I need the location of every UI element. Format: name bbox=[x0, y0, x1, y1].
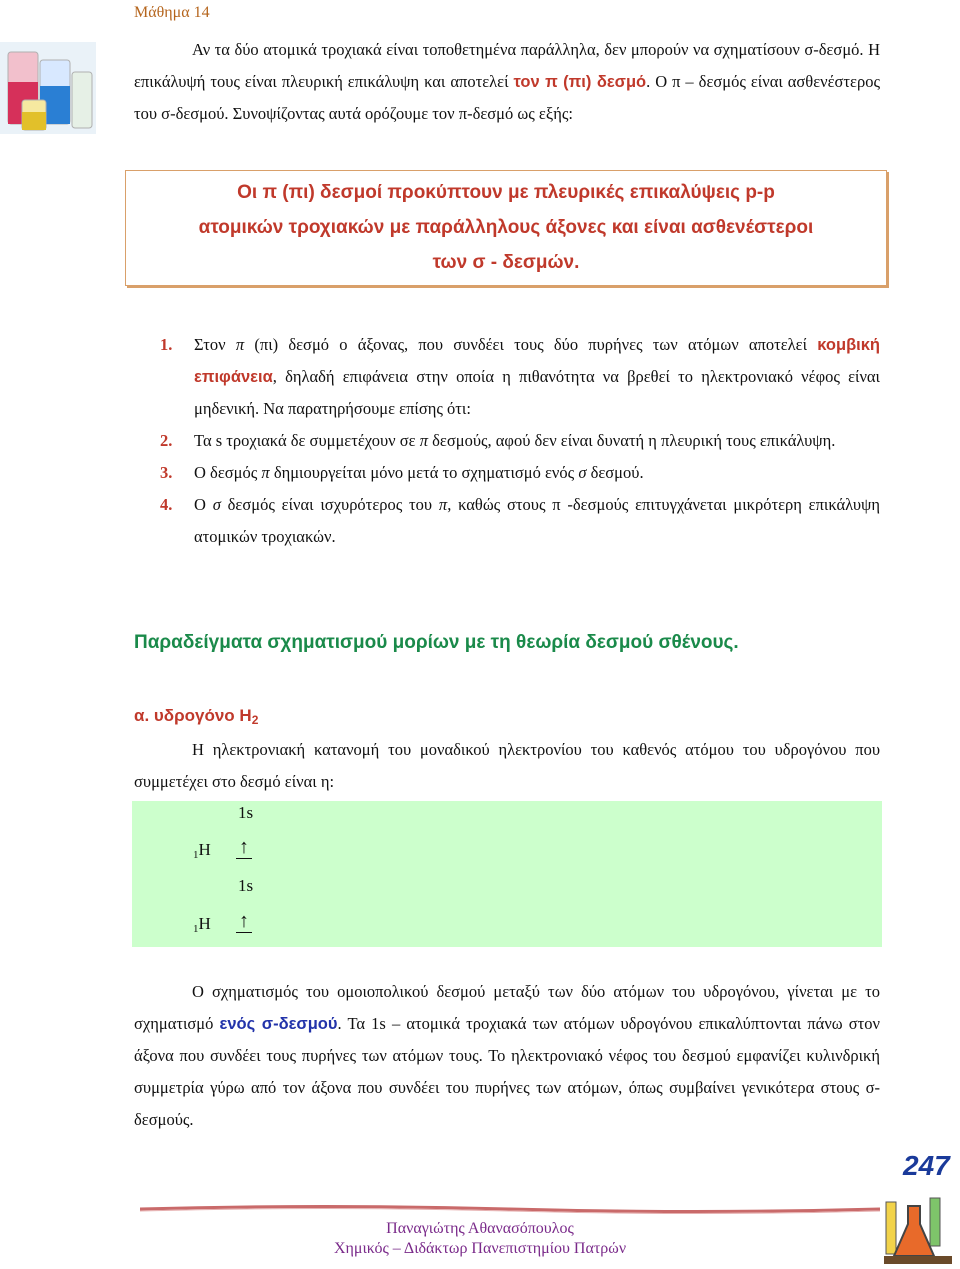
list-text: δεσμούς, αφού δεν είναι δυνατή η πλευρική τους επικάλυψη. bbox=[428, 431, 836, 450]
atom-label bbox=[193, 914, 211, 935]
list-number: 4. bbox=[160, 495, 173, 514]
sigma-text-1: Ο σχηματισμός του ομοιοπολικού δεσμού μεταξύ των δύο ατόμων του υδρογόνου, γίνεται με το σχηματισμό bbox=[134, 982, 880, 1033]
list-number: 1. bbox=[160, 335, 173, 354]
up-arrow-icon: ↑ bbox=[236, 836, 252, 859]
definition-line-3: των σ - δεσμών. bbox=[432, 252, 580, 273]
element-symbol: H bbox=[198, 840, 211, 859]
hydrogen-paragraph: Η ηλεκτρονιακή κατανομή του μοναδικού ηλεκτρονίου του καθενός ατόμου του υδρογόνου που συμμετέχει στο δεσμό είναι η: bbox=[134, 740, 880, 791]
definition-box bbox=[125, 170, 887, 286]
lesson-header: Μάθημα 14 bbox=[134, 4, 210, 21]
list-text: Τα s τροχιακά δε συμμετέχουν σε bbox=[194, 431, 420, 450]
list-number: 3. bbox=[160, 463, 173, 482]
definition-line-2: ατομικών τροχιακών με παράλληλους άξονες και είναι ασθενέστεροι bbox=[198, 217, 814, 238]
list-text: Ο δεσμός bbox=[194, 463, 262, 482]
list-text: δεσμού. bbox=[586, 463, 644, 482]
list-number: 2. bbox=[160, 431, 173, 450]
element-symbol: H bbox=[198, 914, 211, 933]
pi-symbol: π bbox=[261, 463, 270, 482]
pi-bond-term: τον π (πι) δεσμό bbox=[513, 73, 647, 91]
pi-symbol: π bbox=[438, 495, 448, 514]
sigma-symbol: σ bbox=[578, 463, 587, 482]
sigma-paragraph bbox=[134, 976, 880, 1136]
nodal-plane-term: κομβική επιφάνεια bbox=[194, 336, 881, 386]
definition-line-1: Οι π (πι) δεσμοί προκύπτουν με πλευρικές επικαλύψεις p-p bbox=[237, 182, 775, 203]
properties-list bbox=[160, 329, 880, 553]
list-item bbox=[160, 457, 880, 489]
list-text: (πι) δεσμό ο άξονας, που συνδέει τους δύο πυρήνες των ατόμων αποτελεί bbox=[244, 335, 818, 354]
pi-symbol: π bbox=[419, 431, 428, 450]
orbital-label: 1s bbox=[238, 876, 254, 895]
hydrogen-heading bbox=[134, 706, 258, 727]
footer-author: Παναγιώτης Αθανασόπουλος bbox=[386, 1220, 574, 1237]
up-arrow-icon: ↑ bbox=[236, 910, 252, 933]
list-text: Ο bbox=[194, 495, 213, 514]
hydrogen-heading-text: α. υδρογόνο Η bbox=[134, 706, 252, 725]
footer-divider bbox=[140, 1204, 880, 1214]
footer-affiliation: Χημικός – Διδάκτωρ Πανεπιστημίου Πατρών bbox=[333, 1240, 627, 1257]
list-text: , δηλαδή επιφάνεια στην οποία η πιθανότητα να βρεθεί το ηλεκτρονιακό νέφος είναι μηδενική. Να παρατηρήσουμε επίσης ότι: bbox=[194, 367, 880, 418]
intro-paragraph bbox=[134, 34, 880, 130]
hydrogen-subscript: 2 bbox=[251, 713, 259, 727]
examples-heading: Παραδείγματα σχηματισμού μορίων με τη θεωρία δεσμού σθένους. bbox=[134, 632, 739, 653]
intro-text-2: . Ο π – δεσμός είναι ασθενέστερος του σ-δεσμού. Συνοψίζοντας αυτά ορόζουμε τον π-δεσμό ως εξής: bbox=[134, 72, 880, 123]
beakers-image bbox=[0, 42, 96, 134]
list-text: Στον bbox=[194, 335, 236, 354]
pi-symbol: π bbox=[235, 335, 245, 354]
sigma-symbol: σ bbox=[212, 495, 221, 514]
list-text: δημιουργείται μόνο μετά το σχηματισμό ενός bbox=[269, 463, 579, 482]
list-item bbox=[160, 425, 880, 457]
atom-label bbox=[193, 840, 211, 861]
page-number: 247 bbox=[903, 1150, 950, 1181]
list-item bbox=[160, 329, 880, 425]
list-text: δεσμός είναι ισχυρότερος του bbox=[220, 495, 439, 514]
orbital-label: 1s bbox=[238, 803, 254, 822]
sigma-bond-term: ενός σ-δεσμού bbox=[219, 1015, 338, 1033]
list-text: , καθώς στους π -δεσμούς επιτυγχάνεται μικρότερη επικάλυψη ατομικών τροχιακών. bbox=[194, 495, 881, 546]
sigma-text-2: . Τα 1s – ατομικά τροχιακά των ατόμων υδρογόνου επικαλύπτονται πάνω στον άξονα που συνδέει τους πυρήνες των ατόμων τους. Το ηλεκτρονιακό νέφος του δεσμού εμφανίζει κυλινδρική συμμετρία γύρω από τον άξονα που συνδέει του πυρήνες των ατόμων, όπως συμβαίνει γενικότερα στους σ-δεσμούς. bbox=[134, 1014, 881, 1129]
atomic-number: 1 bbox=[193, 923, 199, 935]
list-item bbox=[160, 489, 880, 553]
atomic-number: 1 bbox=[193, 849, 199, 861]
intro-text-1: Αν τα δύο ατομικά τροχιακά είναι τοποθετημένα παράλληλα, δεν μπορούν να σχηματίσουν σ-δεσμό. Η επικάλυψή τους είναι πλευρική επικάλυψη και αποτελεί bbox=[134, 40, 880, 91]
flask-icon bbox=[880, 1196, 956, 1266]
